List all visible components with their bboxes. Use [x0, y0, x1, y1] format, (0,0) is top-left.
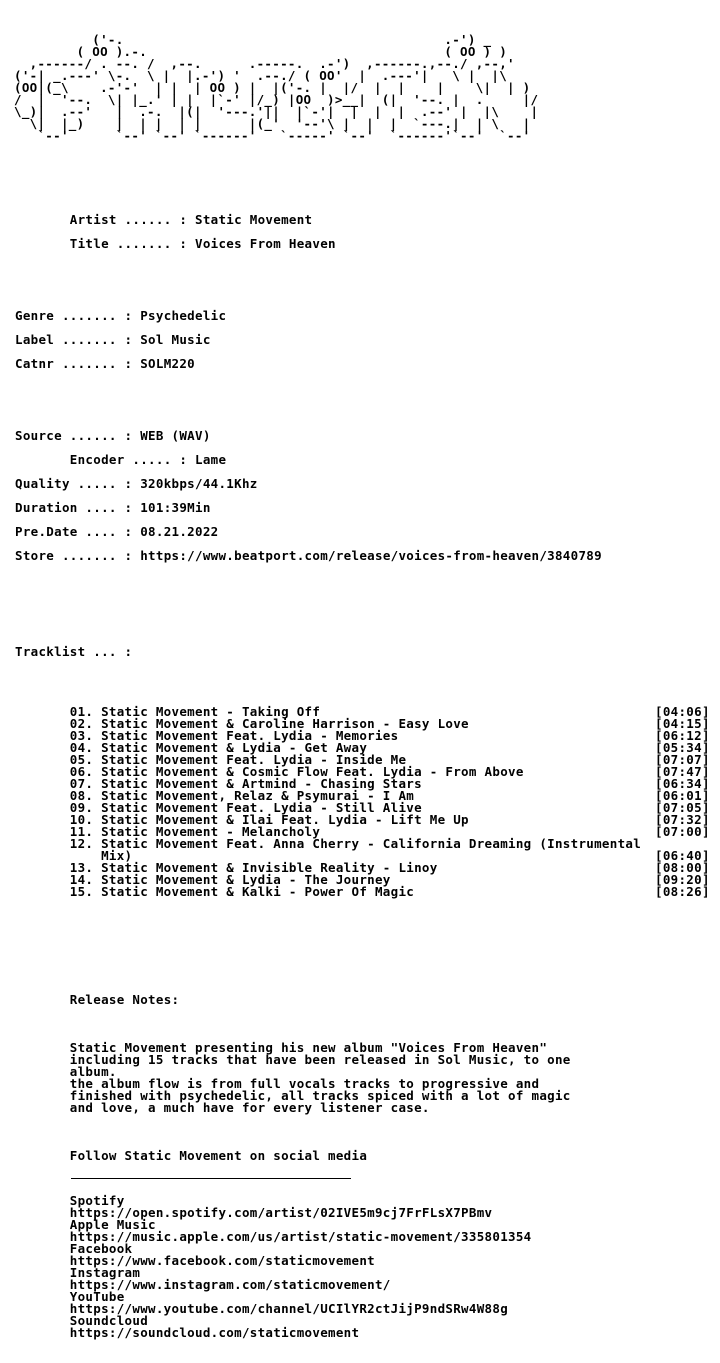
- track-title: 01. Static Movement - Taking Off: [15, 704, 321, 719]
- quality-value: 320kbps/44.1Khz: [140, 476, 258, 491]
- track-title: 10. Static Movement & Ilai Feat. Lydia - Lift Me Up: [15, 812, 469, 827]
- predate-value: 08.21.2022: [140, 524, 219, 539]
- notes-line: finished with psychedelic, all tracks spiced with a lot of magic: [15, 1088, 571, 1103]
- notes-line: the album flow is from full vocals tracks to progressive and: [15, 1076, 540, 1091]
- social-name: Spotify: [15, 1193, 125, 1208]
- logo-line: \_)| .--' | .-. |(| '---.'|| |`-'| | | | .--' | |\ |: [14, 104, 539, 119]
- social-url[interactable]: https://www.instagram.com/staticmovement/: [15, 1277, 391, 1292]
- social-url[interactable]: https://www.youtube.com/channel/UCIlYR2ctJijP9ndSRw4W88g: [15, 1301, 509, 1316]
- track-duration: [07:47]: [655, 764, 710, 779]
- track-title: 05. Static Movement Feat. Lydia - Inside Me: [15, 752, 407, 767]
- follow-line: Follow Static Movement on social media: [69, 1148, 368, 1163]
- logo-line: \| |_) | | | | | |(_' '--'\ | | | `---.| | \ |: [14, 116, 531, 131]
- logo-line: `--' `--' `--' `------' `-----' `--' `------'`--' `--': [14, 128, 531, 143]
- logo-line: ('-| _.---' \-. \ | |.-') ' .--./ ( OO' | .---'| \ | |\: [14, 68, 508, 83]
- notes-line: album.: [15, 1064, 117, 1079]
- store-row: Store ....... : https://www.beatport.com/release/voices-from-heaven/3840789: [15, 548, 602, 563]
- logo-line: (OO|(_\ .-'-' | | | OO ) | |('-. | |/ | | | \| | ): [14, 80, 531, 95]
- track-duration: [07:00]: [655, 824, 710, 839]
- track-duration: [04:15]: [655, 716, 710, 731]
- title-value: Voices From Heaven: [195, 236, 336, 251]
- track-duration: [06:01]: [655, 788, 710, 803]
- social-name: Apple Music: [15, 1217, 156, 1232]
- tracklist-section: [15, 634, 720, 910]
- track-title: 06. Static Movement & Cosmic Flow Feat. Lydia - From Above: [15, 764, 524, 779]
- artist-value: Static Movement: [195, 212, 313, 227]
- notes-line: Static Movement presenting his new album "Voices From Heaven": [15, 1040, 548, 1055]
- track-duration: [07:07]: [655, 752, 710, 767]
- track-duration: [06:40]: [655, 848, 710, 863]
- technical-info: [15, 418, 720, 574]
- social-name: Soundcloud: [15, 1313, 149, 1328]
- track-title: 08. Static Movement, Relaz & Psymurai - I Am: [15, 788, 415, 803]
- tracklist: [15, 706, 720, 898]
- track-title: 03. Static Movement Feat. Lydia - Memories: [15, 728, 399, 743]
- genre-value: Psychedelic: [140, 308, 227, 323]
- label-row: Label ....... : Sol Music: [15, 332, 211, 347]
- release-header: [15, 202, 720, 262]
- social-name: Instagram: [15, 1265, 141, 1280]
- divider: [71, 1178, 351, 1179]
- encoder-value: Lame: [195, 452, 227, 467]
- predate-row: Pre.Date .... : 08.21.2022: [15, 524, 219, 539]
- quality-row: Quality ..... : 320kbps/44.1Khz: [15, 476, 258, 491]
- label-value: Sol Music: [140, 332, 211, 347]
- track-title: 12. Static Movement Feat. Anna Cherry - California Dreaming (Instrumental: [15, 836, 642, 851]
- track-row: [15, 838, 715, 862]
- social-url[interactable]: https://soundcloud.com/staticmovement: [15, 1325, 360, 1340]
- notes-heading: Release Notes:: [69, 992, 180, 1007]
- track-duration: [08:00]: [655, 860, 710, 875]
- duration-value: 101:39Min: [140, 500, 211, 515]
- source-value: WEB (WAV): [140, 428, 211, 443]
- logo-line: / | '--. \| |_.' | | |`-' |/_) |OO )>__| (| '--. | . |/: [14, 92, 539, 107]
- title-row: Title ....... : Voices From Heaven: [69, 236, 336, 251]
- track-duration: [09:20]: [655, 872, 710, 887]
- track-title: 09. Static Movement Feat. Lydia - Still Alive: [15, 800, 422, 815]
- track-duration: [04:06]: [655, 704, 710, 719]
- social-url[interactable]: https://www.facebook.com/staticmovement: [15, 1253, 375, 1268]
- catnr-value: SOLM220: [140, 356, 195, 371]
- track-duration: [06:34]: [655, 776, 710, 791]
- social-url[interactable]: https://open.spotify.com/artist/02IVE5m9cj7FrFLsX7PBmv: [15, 1205, 493, 1220]
- notes-body: [15, 1042, 720, 1114]
- track-duration: [08:26]: [655, 884, 710, 899]
- notes-line: including 15 tracks that have been released in Sol Music, to one: [15, 1052, 571, 1067]
- encoder-row: Encoder ..... : Lame: [69, 452, 227, 467]
- social-name: Facebook: [15, 1241, 133, 1256]
- duration-row: Duration .... : 101:39Min: [15, 500, 211, 515]
- source-row: Source ...... : WEB (WAV): [15, 428, 211, 443]
- track-duration: [07:05]: [655, 800, 710, 815]
- social-name: YouTube: [15, 1289, 125, 1304]
- logo-line: ( OO ).-. ( OO ) ): [14, 44, 508, 59]
- track-title: 11. Static Movement - Melancholy: [15, 824, 321, 839]
- track-duration: [07:32]: [655, 812, 710, 827]
- logo-line: ('-. .-') _: [14, 32, 492, 47]
- track-title-continued: Mix): [15, 848, 133, 863]
- track-duration: [06:12]: [655, 728, 710, 743]
- store-link[interactable]: https://www.beatport.com/release/voices-from-heaven/3840789: [140, 548, 602, 563]
- track-title: 07. Static Movement & Artmind - Chasing Stars: [15, 776, 422, 791]
- artist-row: Artist ...... : Static Movement: [69, 212, 313, 227]
- track-title: 04. Static Movement & Lydia - Get Away: [15, 740, 368, 755]
- notes-line: and love, a much have for every listener case.: [15, 1100, 430, 1115]
- track-duration: [05:34]: [655, 740, 710, 755]
- social-url[interactable]: https://music.apple.com/us/artist/static-movement/335801354: [15, 1229, 532, 1244]
- logo-line: ,------/ . --. / ,--. .-----. .-') ,------.,--./ ,--,': [14, 56, 515, 71]
- track-title: 02. Static Movement & Caroline Harrison - Easy Love: [15, 716, 469, 731]
- genre-row: Genre ....... : Psychedelic: [15, 308, 227, 323]
- catnr-row: Catnr ....... : SOLM220: [15, 356, 195, 371]
- ascii-logo: [14, 34, 720, 142]
- track-title: 13. Static Movement & Invisible Reality - Linoy: [15, 860, 438, 875]
- track-title: 15. Static Movement & Kalki - Power Of Magic: [15, 884, 415, 899]
- tracklist-heading: Tracklist ... :: [15, 644, 133, 659]
- release-notes-section: [15, 982, 720, 1351]
- track-row: [15, 886, 715, 898]
- release-info: [15, 298, 720, 382]
- social-links: [15, 1195, 720, 1339]
- track-title: 14. Static Movement & Lydia - The Journey: [15, 872, 391, 887]
